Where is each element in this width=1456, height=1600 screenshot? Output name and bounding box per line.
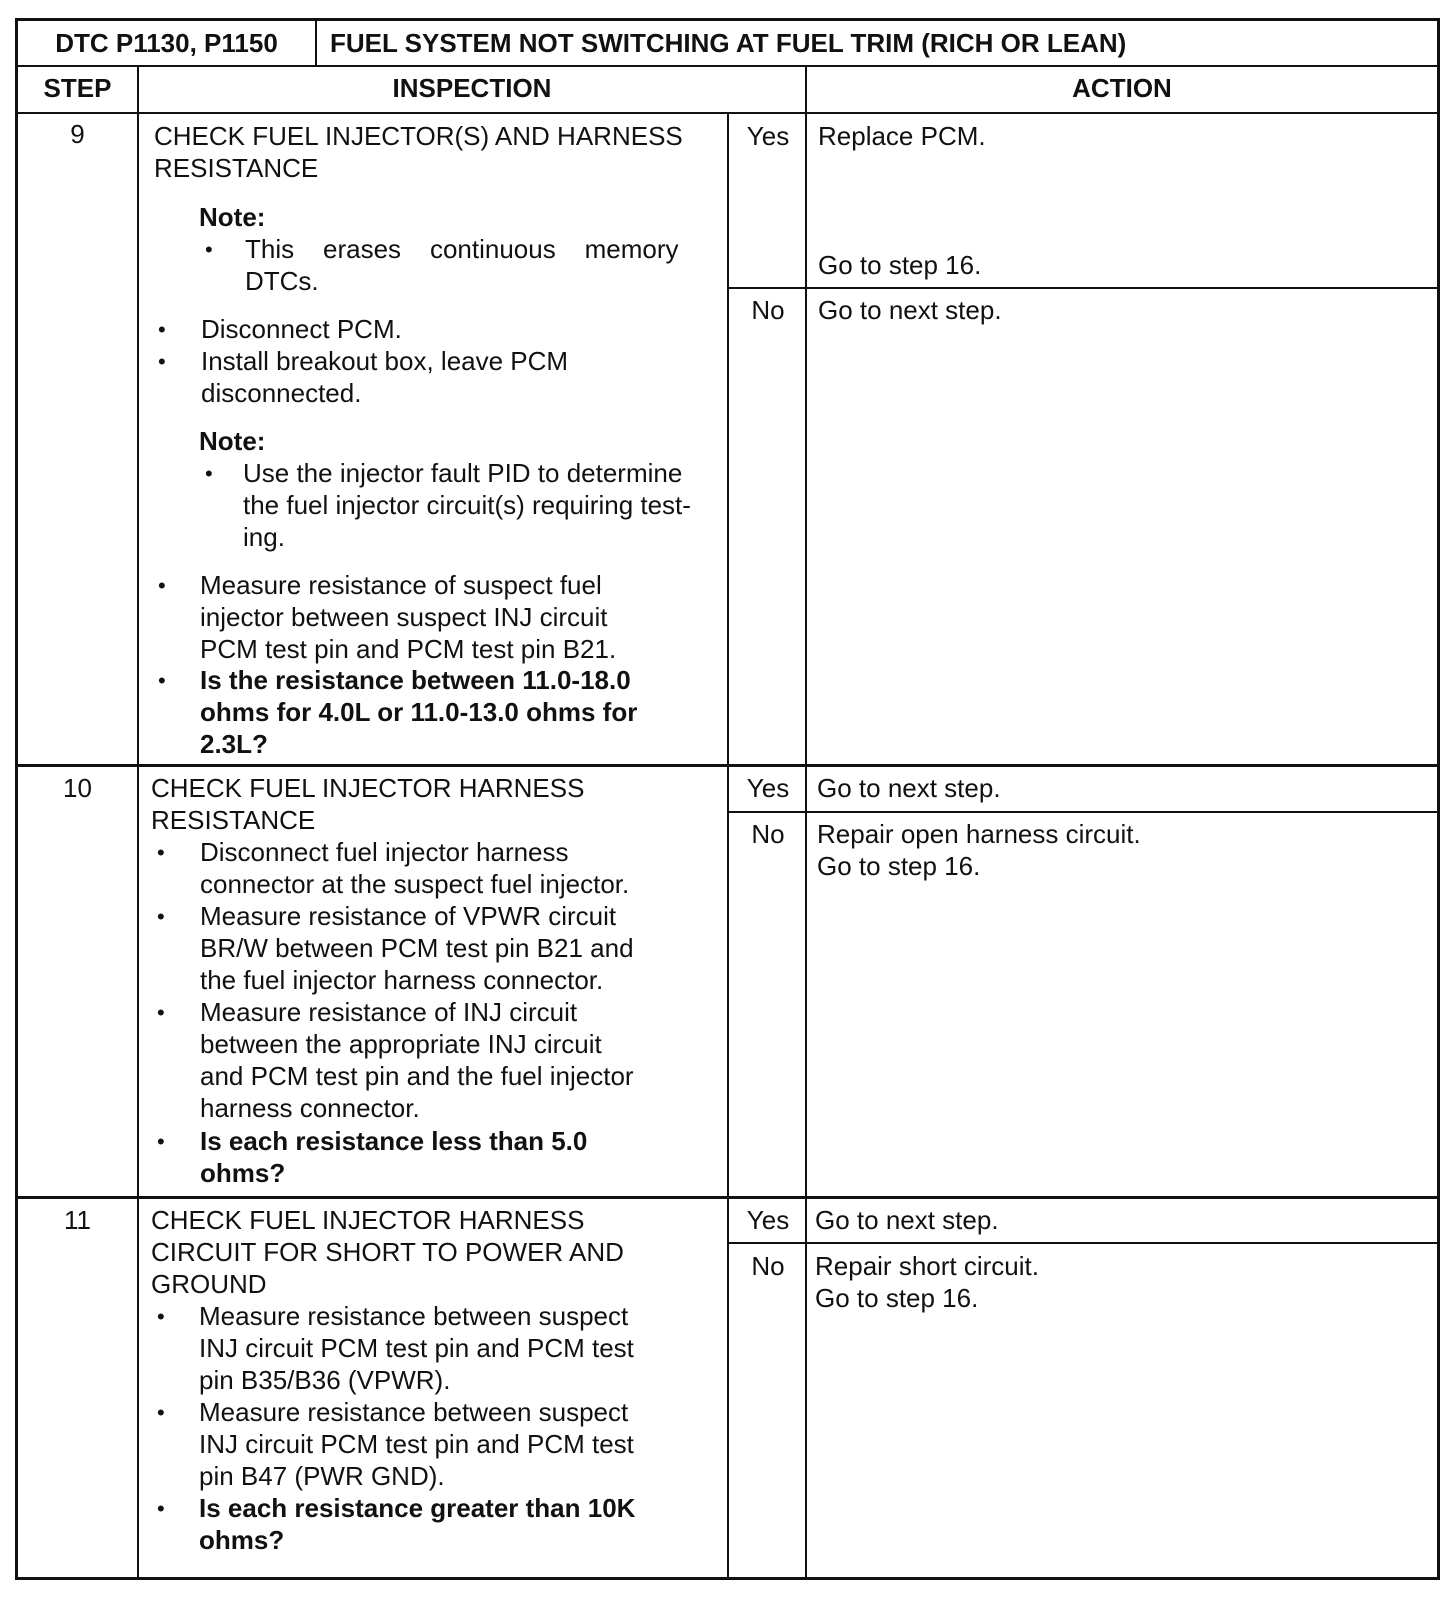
rule-header-divider	[315, 21, 317, 65]
bullet-icon: •	[157, 1129, 165, 1154]
inspection-bullet: INJ circuit PCM test pin and PCM test	[199, 1333, 634, 1363]
inspection-question: ohms for 4.0L or 11.0-13.0 ohms for	[200, 697, 638, 727]
inspection-question: Is each resistance greater than 10K	[199, 1493, 636, 1523]
rule-step11-yes-no	[729, 1242, 1437, 1244]
yes-action: Go to next step.	[817, 773, 1001, 803]
inspection-question: ohms?	[199, 1525, 285, 1555]
rule-header-bottom	[18, 65, 1437, 67]
bullet-icon: •	[205, 461, 213, 486]
inspection-title: CHECK FUEL INJECTOR HARNESS	[151, 1205, 585, 1235]
inspection-bullet: Measure resistance of VPWR circuit	[200, 901, 617, 931]
no-action: Go to step 16.	[817, 851, 981, 881]
inspection-bullet: Measure resistance of INJ circuit	[200, 997, 578, 1027]
yes-action: Go to step 16.	[818, 250, 982, 280]
inspection-question: Is each resistance less than 5.0	[200, 1126, 588, 1156]
inspection-bullet: pin B35/B36 (VPWR).	[199, 1365, 451, 1395]
note-line: Use the injector fault PID to determine	[243, 458, 683, 488]
note-line: This erases continuous memory	[245, 234, 679, 264]
no-label: No	[751, 1251, 785, 1281]
inspection-title: CHECK FUEL INJECTOR(S) AND HARNESS	[154, 121, 683, 151]
column-header-action: ACTION	[1072, 73, 1172, 103]
bullet-icon: •	[158, 573, 166, 598]
bullet-icon: •	[157, 840, 165, 865]
inspection-bullet: Measure resistance between suspect	[199, 1301, 629, 1331]
inspection-bullet: between the appropriate INJ circuit	[200, 1029, 602, 1059]
step-number: 10	[63, 773, 92, 803]
rule-step9-yes-no	[729, 287, 1437, 289]
inspection-bullet: Disconnect fuel injector harness	[200, 837, 569, 867]
bullet-icon: •	[158, 349, 166, 374]
inspection-bullet: and PCM test pin and the fuel injector	[200, 1061, 634, 1091]
column-header-inspection: INSPECTION	[392, 73, 552, 103]
no-action: Repair short circuit.	[815, 1251, 1039, 1281]
no-action: Repair open harness circuit.	[817, 819, 1141, 849]
note-line: ing.	[243, 522, 285, 552]
inspection-title: CIRCUIT FOR SHORT TO POWER AND	[151, 1237, 624, 1267]
no-action: Go to next step.	[818, 295, 1002, 325]
inspection-bullet: Measure resistance of suspect fuel	[200, 570, 602, 600]
no-action: Go to step 16.	[815, 1283, 979, 1313]
note-line: the fuel injector circuit(s) requiring test-	[243, 490, 691, 520]
bullet-icon: •	[157, 1400, 165, 1425]
inspection-bullet: injector between suspect INJ circuit	[200, 602, 608, 632]
rule-step-col	[137, 65, 139, 1577]
inspection-bullet: pin B47 (PWR GND).	[199, 1461, 445, 1491]
inspection-question: 2.3L?	[200, 729, 268, 759]
inspection-bullet: Disconnect PCM.	[201, 314, 402, 344]
bullet-icon: •	[157, 1000, 165, 1025]
rule-step10-yes-no	[729, 811, 1437, 813]
yes-action: Go to next step.	[815, 1205, 999, 1235]
inspection-bullet: Measure resistance between suspect	[199, 1397, 629, 1427]
table-title: FUEL SYSTEM NOT SWITCHING AT FUEL TRIM (RICH OR LEAN)	[330, 28, 1127, 58]
bullet-icon: •	[157, 1304, 165, 1329]
yes-action: Replace PCM.	[818, 121, 986, 151]
inspection-title: RESISTANCE	[154, 153, 319, 183]
bullet-icon: •	[157, 1496, 165, 1521]
dtc-codes: DTC P1130, P1150	[55, 28, 278, 58]
note-label: Note:	[199, 202, 266, 232]
inspection-bullet: INJ circuit PCM test pin and PCM test	[199, 1429, 634, 1459]
inspection-bullet: disconnected.	[201, 378, 362, 408]
yes-label: Yes	[746, 1205, 790, 1235]
bullet-icon: •	[158, 317, 166, 342]
diagnostic-table	[15, 18, 1440, 1580]
inspection-bullet: the fuel injector harness connector.	[200, 965, 604, 995]
inspection-title: RESISTANCE	[151, 805, 316, 835]
bullet-icon: •	[157, 904, 165, 929]
inspection-title: CHECK FUEL INJECTOR HARNESS	[151, 773, 585, 803]
inspection-bullet: harness connector.	[200, 1093, 420, 1123]
note-line: DTCs.	[245, 266, 319, 296]
inspection-bullet: PCM test pin and PCM test pin B21.	[200, 634, 617, 664]
no-label: No	[751, 295, 785, 325]
inspection-bullet: BR/W between PCM test pin B21 and	[200, 933, 634, 963]
column-header-step: STEP	[43, 73, 112, 103]
bullet-icon: •	[205, 237, 213, 262]
note-label: Note:	[199, 426, 266, 456]
yes-label: Yes	[746, 773, 790, 803]
step-number: 11	[64, 1205, 91, 1235]
step-number: 9	[70, 119, 85, 149]
yes-label: Yes	[746, 121, 790, 151]
inspection-title: GROUND	[151, 1269, 267, 1299]
inspection-bullet: Install breakout box, leave PCM	[201, 346, 569, 376]
inspection-question: Is the resistance between 11.0-18.0	[200, 665, 631, 695]
inspection-question: ohms?	[200, 1158, 286, 1188]
bullet-icon: •	[158, 668, 166, 693]
inspection-bullet: connector at the suspect fuel injector.	[200, 869, 630, 899]
no-label: No	[751, 819, 785, 849]
